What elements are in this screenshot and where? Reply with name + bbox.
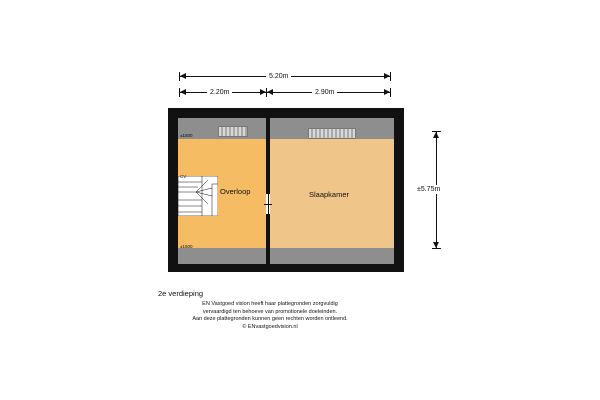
dimension-tick	[390, 88, 391, 97]
disclaimer	[130, 301, 410, 331]
disclaimer-line-3: Aan deze plattegronden kunnen geen rechten worden ontleend.	[192, 316, 348, 322]
annotation-cv: CV	[180, 174, 187, 179]
staircase-icon	[178, 176, 218, 216]
disclaimer-line-4: © ENvastgoedvision.nl	[242, 323, 298, 330]
room-label-slaapkamer: Slaapkamer	[309, 190, 350, 199]
arrow-left-icon	[180, 89, 186, 95]
floor-plan	[168, 108, 404, 272]
staircase	[178, 176, 218, 216]
arrow-left-icon	[267, 89, 273, 95]
arrow-up-icon	[433, 132, 439, 138]
total-width-label: 5.20m	[266, 72, 291, 81]
left-width-label: 2.20m	[207, 88, 232, 97]
right-width-label: 2.90m	[312, 88, 337, 97]
arrow-right-icon	[384, 73, 390, 79]
disclaimer-line-2: vervaardigd ten behoeve van promotionele doeleinden.	[202, 308, 338, 315]
roof-slope-bottom-left	[178, 248, 266, 264]
annotation-top-left: ±1500	[180, 133, 193, 138]
annotation-bottom-left: ±1500	[180, 244, 193, 249]
arrow-left-icon	[180, 73, 186, 79]
floor-label: 2e verdieping	[158, 289, 204, 298]
dimension-tick	[390, 72, 391, 81]
skylight-right	[308, 128, 356, 139]
arrow-right-icon	[384, 89, 390, 95]
disclaimer-line-1: EN Vastgoed vision heeft haar plattegronden zorgvuldig	[202, 301, 338, 307]
dimension-tick	[432, 248, 441, 249]
height-label: ±5.75m	[414, 185, 443, 194]
skylight-left	[218, 126, 248, 137]
room-label-overloop: Overloop	[220, 187, 251, 196]
arrow-down-icon	[433, 242, 439, 248]
arrow-right-icon	[260, 89, 266, 95]
roof-slope-bottom-right	[270, 248, 394, 264]
door-handle	[264, 204, 272, 205]
